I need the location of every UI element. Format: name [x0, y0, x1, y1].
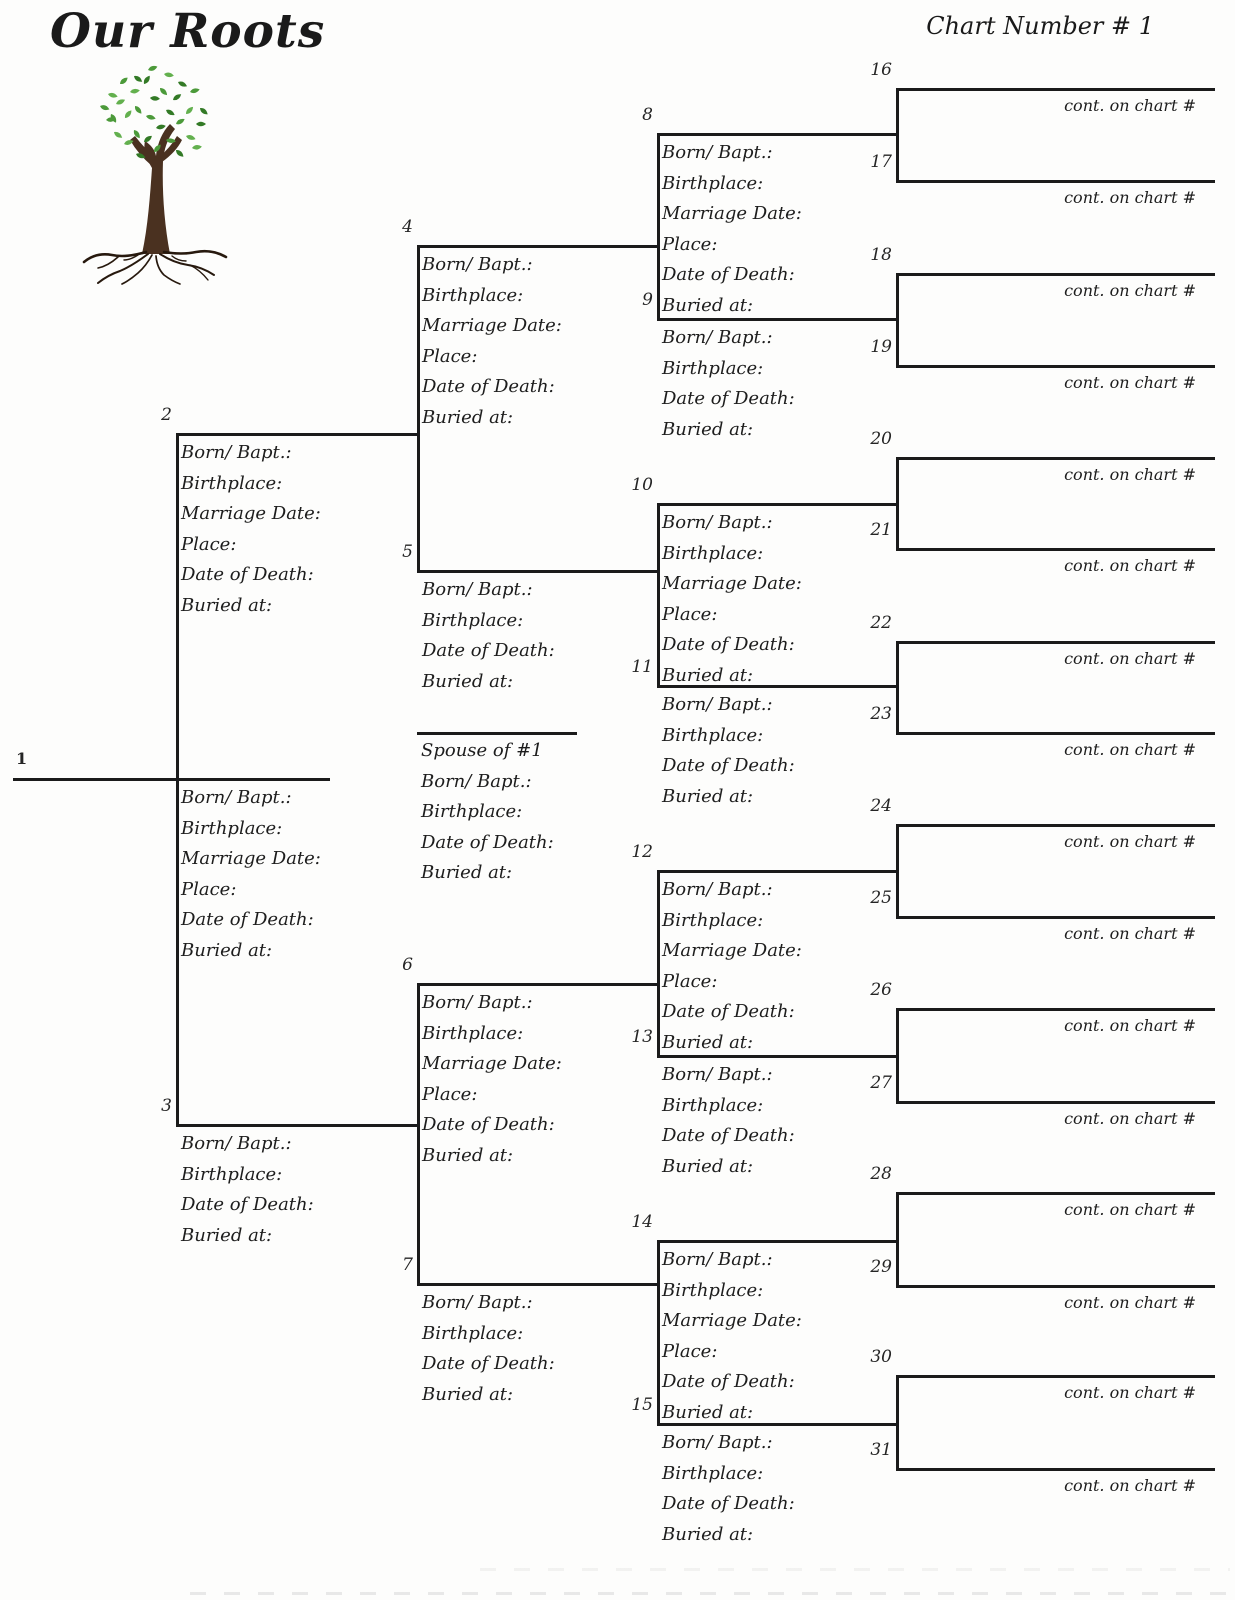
field-label: Buried at:	[662, 1523, 754, 1545]
page-title: Our Roots	[50, 4, 326, 59]
person-line-10	[657, 503, 896, 506]
person-number-30: 30	[870, 1347, 892, 1367]
person-fields-5	[422, 575, 555, 697]
field-label: Birthplace:	[662, 172, 764, 194]
person-number-1: 1	[16, 749, 28, 768]
field-label: Birthplace:	[422, 1322, 524, 1344]
field-label: Birthplace:	[662, 724, 764, 746]
person-fields-6	[422, 988, 562, 1171]
person-line-11	[657, 685, 896, 688]
field-label: Place:	[181, 533, 237, 555]
field-label: Born/ Bapt.:	[422, 992, 533, 1013]
field-label: Buried at:	[662, 1401, 754, 1423]
bracket-line	[417, 983, 420, 1286]
field-label: Buried at:	[662, 785, 754, 807]
cont-on-chart-label-17: cont. on chart #	[1064, 188, 1196, 207]
field-label: Buried at:	[181, 594, 273, 616]
person-number-10: 10	[631, 475, 653, 495]
scan-artifact	[480, 1568, 1230, 1571]
tree-logo	[78, 58, 234, 286]
person-number-29: 29	[870, 1257, 892, 1277]
field-label: Buried at:	[662, 294, 754, 316]
person-number-15: 15	[631, 1395, 653, 1415]
person-line-13	[657, 1055, 896, 1058]
person-number-12: 12	[631, 842, 653, 862]
person-line-25	[896, 916, 1215, 919]
person-line-27	[896, 1101, 1215, 1104]
person-line-15	[657, 1423, 896, 1426]
field-label: Buried at:	[422, 1144, 514, 1166]
field-label: Buried at:	[422, 670, 514, 692]
field-label: Birthplace:	[181, 1163, 283, 1185]
person-line-21	[896, 548, 1215, 551]
field-label: Birthplace:	[422, 284, 524, 306]
cont-on-chart-label-31: cont. on chart #	[1064, 1476, 1196, 1495]
cont-on-chart-label-27: cont. on chart #	[1064, 1109, 1196, 1128]
field-label: Buried at:	[662, 1031, 754, 1053]
field-label: Date of Death:	[662, 1125, 795, 1146]
person-number-7: 7	[402, 1255, 413, 1275]
field-label: Place:	[662, 970, 718, 992]
field-label: Marriage Date:	[662, 573, 802, 594]
field-label: Born/ Bapt.:	[662, 142, 773, 163]
person-line-31	[896, 1468, 1215, 1471]
person-number-2: 2	[161, 405, 172, 425]
person-number-22: 22	[870, 613, 892, 633]
cont-on-chart-label-25: cont. on chart #	[1064, 924, 1196, 943]
bracket-line	[657, 133, 660, 321]
person-number-5: 5	[402, 542, 413, 562]
field-label: Date of Death:	[662, 1371, 795, 1392]
spouse-line	[417, 732, 577, 735]
field-label: Birthplace:	[181, 817, 283, 839]
person-number-8: 8	[642, 105, 653, 125]
field-label: Born/ Bapt.:	[662, 512, 773, 533]
person-number-23: 23	[870, 704, 892, 724]
person-fields-15	[662, 1428, 795, 1550]
field-label: Buried at:	[422, 1383, 514, 1405]
field-label: Date of Death:	[662, 264, 795, 285]
field-label: Date of Death:	[662, 388, 795, 409]
person-number-18: 18	[870, 245, 892, 265]
field-label: Birthplace:	[181, 472, 283, 494]
person-line-29	[896, 1285, 1215, 1288]
person-line-5	[417, 570, 657, 573]
person-line-4	[417, 245, 657, 248]
field-label: Birthplace:	[422, 609, 524, 631]
person-number-17: 17	[870, 152, 892, 172]
field-label: Birthplace:	[662, 1279, 764, 1301]
person-number-11: 11	[631, 657, 653, 677]
field-label: Place:	[662, 233, 718, 255]
field-label: Buried at:	[662, 664, 754, 686]
person-fields-11	[662, 690, 795, 812]
field-label: Date of Death:	[662, 755, 795, 776]
field-label: Marriage Date:	[422, 315, 562, 336]
person-line-19	[896, 365, 1215, 368]
field-label: Birthplace:	[662, 542, 764, 564]
field-label: Buried at:	[662, 1155, 754, 1177]
bracket-line	[657, 503, 660, 688]
field-label: Birthplace:	[662, 357, 764, 379]
field-label: Birthplace:	[422, 1022, 524, 1044]
person-line-17	[896, 180, 1215, 183]
spouse-title: Spouse of #1	[421, 740, 543, 761]
field-label: Marriage Date:	[181, 848, 321, 869]
person-number-25: 25	[870, 888, 892, 908]
field-label: Marriage Date:	[662, 940, 802, 961]
field-label: Date of Death:	[181, 909, 314, 930]
person-line-2	[176, 433, 417, 436]
cont-on-chart-label-22: cont. on chart #	[1064, 649, 1196, 668]
person-fields-4	[422, 250, 562, 433]
person-number-4: 4	[402, 217, 413, 237]
field-label: Birthplace:	[421, 801, 523, 822]
field-label: Buried at:	[181, 939, 273, 961]
field-label: Born/ Bapt.:	[662, 879, 773, 900]
bracket-line	[657, 870, 660, 1058]
person-line-9	[657, 318, 896, 321]
person-number-14: 14	[631, 1212, 653, 1232]
person-fields-13	[662, 1060, 795, 1182]
field-label: Born/ Bapt.:	[662, 694, 773, 715]
person-line-1	[13, 778, 330, 781]
cont-on-chart-label-16: cont. on chart #	[1064, 96, 1196, 115]
field-label: Place:	[662, 603, 718, 625]
person-fields-9	[662, 323, 795, 445]
person-fields-8	[662, 138, 802, 321]
person-number-27: 27	[870, 1073, 892, 1093]
cont-on-chart-label-21: cont. on chart #	[1064, 556, 1196, 575]
person-number-6: 6	[402, 955, 413, 975]
person-number-31: 31	[870, 1440, 892, 1460]
field-label: Born/ Bapt.:	[422, 579, 533, 600]
scan-artifact	[190, 1592, 1230, 1595]
tree-leaves	[99, 64, 209, 159]
person-fields-12	[662, 875, 802, 1058]
field-label: Born/ Bapt.:	[181, 787, 292, 808]
person-fields-1	[181, 783, 321, 966]
field-label: Born/ Bapt.:	[662, 1249, 773, 1270]
field-label: Marriage Date:	[662, 203, 802, 224]
field-label: Place:	[181, 878, 237, 900]
field-label: Birthplace:	[662, 1462, 764, 1484]
cont-on-chart-label-18: cont. on chart #	[1064, 281, 1196, 300]
field-label: Buried at:	[662, 418, 754, 440]
person-line-22	[896, 641, 1215, 644]
person-line-3	[176, 1124, 417, 1127]
field-label: Born/ Bapt.:	[181, 1133, 292, 1154]
person-fields-3	[181, 1129, 314, 1251]
cont-on-chart-label-26: cont. on chart #	[1064, 1016, 1196, 1035]
person-line-20	[896, 457, 1215, 460]
person-line-26	[896, 1008, 1215, 1011]
person-line-8	[657, 133, 896, 136]
field-label: Date of Death:	[422, 640, 555, 661]
tree-trunk	[130, 124, 182, 254]
field-label: Buried at:	[422, 406, 514, 428]
field-label: Date of Death:	[422, 376, 555, 397]
cont-on-chart-label-24: cont. on chart #	[1064, 832, 1196, 851]
field-label: Marriage Date:	[422, 1053, 562, 1074]
bracket-line	[657, 1240, 660, 1426]
field-label: Date of Death:	[181, 564, 314, 585]
cont-on-chart-label-30: cont. on chart #	[1064, 1383, 1196, 1402]
person-line-12	[657, 870, 896, 873]
field-label: Birthplace:	[662, 909, 764, 931]
person-line-6	[417, 983, 657, 986]
field-label: Date of Death:	[662, 1493, 795, 1514]
cont-on-chart-label-28: cont. on chart #	[1064, 1200, 1196, 1219]
person-number-19: 19	[870, 337, 892, 357]
cont-on-chart-label-19: cont. on chart #	[1064, 373, 1196, 392]
field-label: Date of Death:	[422, 1114, 555, 1135]
person-number-28: 28	[870, 1164, 892, 1184]
spouse-fields	[421, 736, 554, 889]
person-line-24	[896, 824, 1215, 827]
person-line-30	[896, 1375, 1215, 1378]
field-label: Marriage Date:	[662, 1310, 802, 1331]
person-line-16	[896, 88, 1215, 91]
person-number-9: 9	[642, 290, 653, 310]
field-label: Date of Death:	[662, 634, 795, 655]
field-label: Born/ Bapt.:	[421, 770, 532, 792]
field-label: Born/ Bapt.:	[422, 1292, 533, 1313]
field-label: Place:	[422, 345, 478, 367]
field-label: Date of Death:	[421, 831, 554, 853]
bracket-line	[417, 245, 420, 573]
chart-number-label: Chart Number # 1	[926, 12, 1154, 40]
field-label: Place:	[662, 1340, 718, 1362]
person-number-20: 20	[870, 429, 892, 449]
field-label: Date of Death:	[662, 1001, 795, 1022]
cont-on-chart-label-23: cont. on chart #	[1064, 740, 1196, 759]
person-line-7	[417, 1283, 657, 1286]
tree-roots	[84, 251, 226, 284]
field-label: Place:	[422, 1083, 478, 1105]
person-line-18	[896, 273, 1215, 276]
person-line-23	[896, 732, 1215, 735]
person-line-14	[657, 1240, 896, 1243]
field-label: Born/ Bapt.:	[422, 254, 533, 275]
cont-on-chart-label-20: cont. on chart #	[1064, 465, 1196, 484]
person-number-3: 3	[161, 1096, 172, 1116]
person-number-24: 24	[870, 796, 892, 816]
field-label: Born/ Bapt.:	[662, 1064, 773, 1085]
person-fields-7	[422, 1288, 555, 1410]
field-label: Buried at:	[181, 1224, 273, 1246]
person-number-13: 13	[631, 1027, 653, 1047]
person-fields-14	[662, 1245, 802, 1428]
field-label: Date of Death:	[422, 1353, 555, 1374]
person-number-21: 21	[870, 520, 892, 540]
field-label: Buried at:	[421, 862, 513, 883]
field-label: Marriage Date:	[181, 503, 321, 524]
person-number-16: 16	[870, 60, 892, 80]
person-number-26: 26	[870, 980, 892, 1000]
field-label: Date of Death:	[181, 1194, 314, 1215]
person-fields-10	[662, 508, 802, 691]
cont-on-chart-label-29: cont. on chart #	[1064, 1293, 1196, 1312]
field-label: Born/ Bapt.:	[662, 1432, 773, 1453]
field-label: Birthplace:	[662, 1094, 764, 1116]
person-line-28	[896, 1192, 1215, 1195]
person-fields-2	[181, 438, 321, 621]
field-label: Born/ Bapt.:	[662, 327, 773, 348]
field-label: Born/ Bapt.:	[181, 442, 292, 463]
